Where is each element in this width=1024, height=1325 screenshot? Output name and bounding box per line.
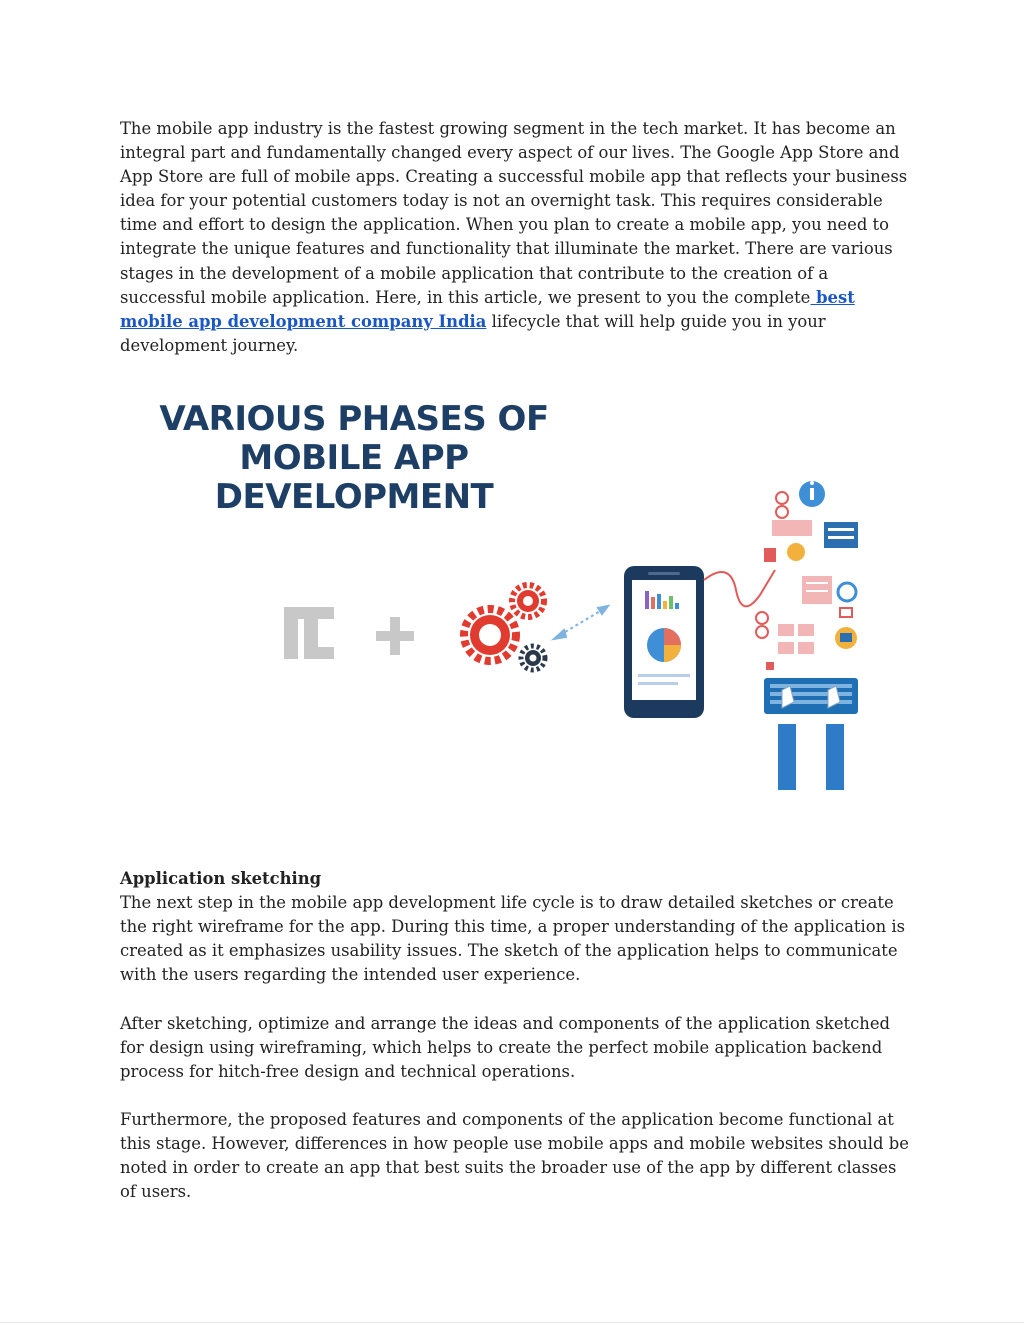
illustration-title xyxy=(150,400,558,517)
phases-illustration xyxy=(150,390,870,810)
plus-icon xyxy=(376,617,414,655)
keyboard-icon xyxy=(764,678,858,790)
intro-text: The mobile app industry is the fastest growing segment in the tech market. It has become an integral part and fundamentally changed every aspect of our lives. The Google App Store and App Store are full of mobile apps. Creating a successful mobile app that reflects your business idea for your potential customers today is not an overnight task. This requires considerable time and effort to design the application. When you plan to create a mobile app, you need to integrate the unique features and functionality that illuminate the market. There are various stages in the development of a mobile application that contribute to the creation of a successful mobile application. Here, in this article, we present to you the complete xyxy=(120,119,908,307)
title-line-3: DEVELOPMENT xyxy=(214,477,494,517)
logo-icon xyxy=(284,607,334,659)
phone-icon xyxy=(624,566,704,718)
title-line-2: MOBILE APP xyxy=(239,438,469,478)
page-bottom-border xyxy=(0,1322,1024,1323)
paragraph: Furthermore, the proposed features and components of the application become functional at this stage. However, differences in how people use mobile apps and mobile websites should be noted in order to create an app that best suits the broader use of the app by different classes of users. xyxy=(120,1110,909,1202)
gears-icon xyxy=(464,585,545,670)
intro-text-end: lifecycle that will help guide you in your development journey. xyxy=(120,311,826,355)
section-heading: Application sketching xyxy=(120,869,322,888)
company-link[interactable]: best mobile app development company India xyxy=(120,287,855,331)
intro-paragraph xyxy=(120,117,910,358)
paragraph: The next step in the mobile app development life cycle is to draw detailed sketches or create the right wireframe for the app. During this time, a proper understanding of the application is created as it emphasizes usability issues. The sketch of the application helps to communicate with the users regarding the intended user experience. xyxy=(120,893,906,985)
title-line-1: VARIOUS PHASES OF xyxy=(159,399,549,439)
paragraph: After sketching, optimize and arrange the ideas and components of the application sketched for design using wireframing, which helps to create the perfect mobile application backend process for hitch-free design and technical operations. xyxy=(120,1014,891,1082)
sync-arrow-icon xyxy=(554,606,608,639)
connector-line xyxy=(704,570,775,606)
